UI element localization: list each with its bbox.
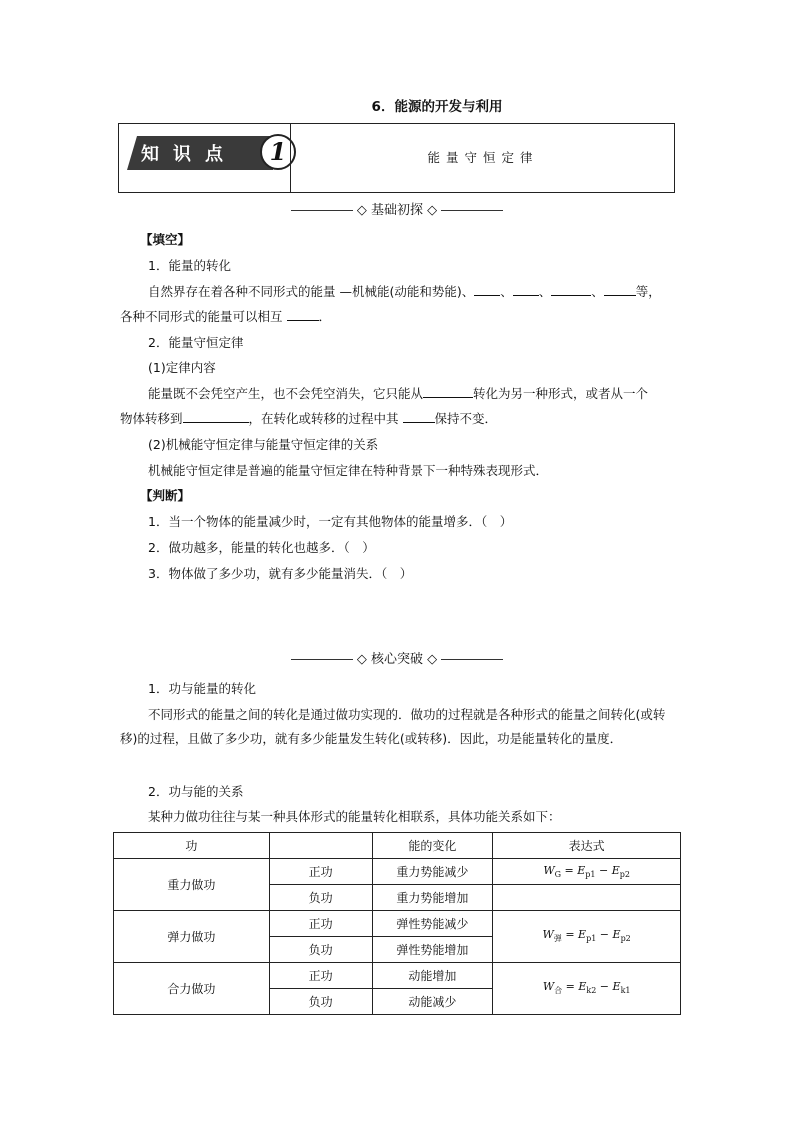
box-underline: [119, 192, 249, 193]
item-title: 1．功与能量的转化: [148, 681, 256, 696]
table-cell: 动能减少: [372, 989, 493, 1015]
item-title: 2．能量守恒定律: [148, 335, 244, 350]
table-cell: 正功: [269, 859, 372, 885]
table-cell: 负功: [269, 885, 372, 911]
section-heading-text: ◇ 核心突破 ◇: [356, 652, 438, 667]
section-heading-basic: [0, 199, 794, 218]
table-header: 能的变化: [372, 833, 493, 859]
table-cell: 正功: [269, 911, 372, 937]
table-header: [269, 833, 372, 859]
work-energy-table: [113, 832, 681, 1015]
table-cell-expression: $W_G = E_{p1} - E_{p2}$: [493, 859, 681, 885]
table-cell: [493, 885, 681, 911]
knowledge-point-number: 1: [260, 134, 296, 170]
box-underline: [290, 192, 675, 193]
section-heading-text: ◇ 基础初探 ◇: [356, 203, 438, 218]
blank: [513, 283, 539, 296]
blank: [403, 410, 435, 423]
table-cell: 重力做功: [114, 859, 270, 911]
table-cell-expression: $W_弹 = E_{p1} - E_{p2}$: [493, 911, 681, 963]
paragraph: 自然界存在着各种不同形式的能量 —机械能(动能和势能)、 、 、 、 等，: [148, 284, 661, 299]
table-row: [114, 963, 681, 989]
blank: [287, 308, 319, 321]
table-row: [114, 859, 681, 885]
table-cell: 负功: [269, 989, 372, 1015]
judge-item: 1．当一个物体的能量减少时，一定有其他物体的能量增多．（ ）: [148, 514, 513, 529]
knowledge-point-box: [118, 123, 675, 193]
table-cell: 弹力做功: [114, 911, 270, 963]
table-cell: 弹性势能减少: [372, 911, 493, 937]
blank: [604, 283, 636, 296]
page-title: 6．能源的开发与利用: [371, 99, 503, 115]
knowledge-point-subtitle: 能量守恒定律: [427, 150, 539, 165]
sub-title: (2)机械能守恒定律与能量守恒定律的关系: [148, 437, 379, 452]
table-cell: 合力做功: [114, 963, 270, 1015]
table-cell: 弹性势能增加: [372, 937, 493, 963]
blank: [474, 283, 500, 296]
paragraph: 某种力做功往往与某一种具体形式的能量转化相联系，具体功能关系如下：: [148, 809, 561, 824]
judge-item: 3．物体做了多少功，就有多少能量消失．（ ）: [148, 566, 413, 581]
sub-title: (1)定律内容: [148, 360, 216, 375]
paragraph: 物体转移到 ，在转化或转移的过程中其 保持不变．: [120, 411, 498, 426]
table-header: 表达式: [493, 833, 681, 859]
table-cell: 正功: [269, 963, 372, 989]
item-title: 2．功与能的关系: [148, 784, 244, 799]
section-heading-core: [0, 648, 794, 667]
item-title: 1．能量的转化: [148, 258, 231, 273]
table-cell: 动能增加: [372, 963, 493, 989]
knowledge-point-label: 知识点: [141, 144, 237, 165]
table-cell: 负功: [269, 937, 372, 963]
table-header-row: [114, 833, 681, 859]
blank: [183, 410, 249, 423]
paragraph: 不同形式的能量之间的转化是通过做功实现的．做功的过程就是各种形式的能量之间转化(或转移)的过程，且做了多少功，就有多少能量发生转化(或转移)．因此，功是能量转化的量度．: [120, 707, 666, 746]
paragraph: 机械能守恒定律是普遍的能量守恒定律在特种背景下一种特殊表现形式．: [148, 463, 549, 478]
table-header: 功: [114, 833, 270, 859]
table-cell-expression: $W_合 = E_{k2} - E_{k1}$: [493, 963, 681, 1015]
blank: [551, 283, 591, 296]
blank: [423, 385, 473, 398]
paragraph: 各种不同形式的能量可以相互 ．: [120, 309, 332, 324]
judge-item: 2．做功越多，能量的转化也越多．（ ）: [148, 540, 375, 555]
table-cell: 重力势能减少: [372, 859, 493, 885]
table-row: [114, 911, 681, 937]
paragraph: 能量既不会凭空产生，也不会凭空消失，它只能从 转化为另一种形式，或者从一个: [148, 386, 649, 401]
fill-label: 【填空】: [140, 232, 191, 247]
table-cell: 重力势能增加: [372, 885, 493, 911]
judge-label: 【判断】: [140, 488, 191, 503]
